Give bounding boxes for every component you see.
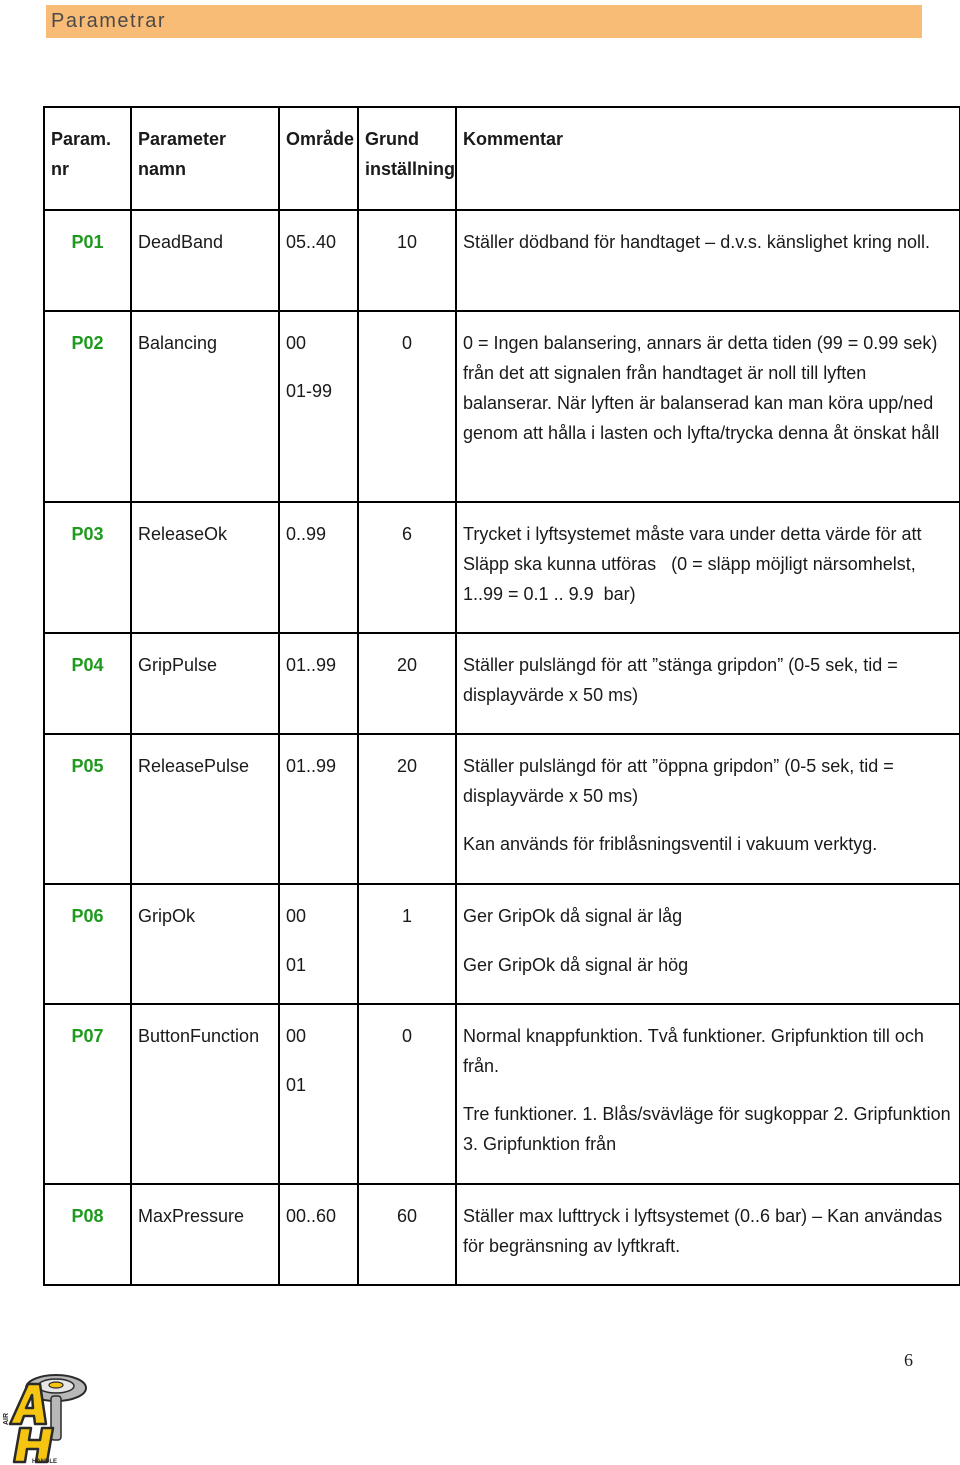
param-default: 1 bbox=[358, 884, 456, 1004]
air-handle-logo bbox=[2, 1368, 94, 1464]
param-range: 01..99 bbox=[279, 633, 358, 734]
table-row bbox=[44, 1184, 960, 1285]
param-name: GripOk bbox=[131, 884, 279, 1004]
header-param-name: Parameter namn bbox=[131, 107, 279, 210]
param-name: Balancing bbox=[131, 311, 279, 502]
param-default: 20 bbox=[358, 734, 456, 884]
param-nr: P02 bbox=[44, 311, 131, 502]
param-comment: Normal knappfunktion. Två funktioner. Gripfunktion till och från. Tre funktioner. 1. Blås/svävläge för sugkoppar 2. Gripfunktion 3. Gripfunktion från bbox=[456, 1004, 960, 1184]
logo-text-handle: HANDLE bbox=[32, 1459, 57, 1464]
param-default: 10 bbox=[358, 210, 456, 311]
param-name: GripPulse bbox=[131, 633, 279, 734]
param-nr: P04 bbox=[44, 633, 131, 734]
param-comment: Ger GripOk då signal är låg Ger GripOk då signal är hög bbox=[456, 884, 960, 1004]
section-title-bar bbox=[46, 5, 922, 38]
table-row bbox=[44, 502, 960, 633]
param-range: 00 01 bbox=[279, 1004, 358, 1184]
param-nr: P07 bbox=[44, 1004, 131, 1184]
param-name: ButtonFunction bbox=[131, 1004, 279, 1184]
header-range: Område bbox=[279, 107, 358, 210]
param-default: 0 bbox=[358, 311, 456, 502]
parameter-table bbox=[43, 106, 960, 1286]
logo-text-air: AIR bbox=[3, 1412, 10, 1425]
param-nr: P05 bbox=[44, 734, 131, 884]
param-name: MaxPressure bbox=[131, 1184, 279, 1285]
param-range: 05..40 bbox=[279, 210, 358, 311]
page-number: 6 bbox=[904, 1350, 913, 1370]
param-range: 00 01-99 bbox=[279, 311, 358, 502]
param-default: 20 bbox=[358, 633, 456, 734]
param-nr: P01 bbox=[44, 210, 131, 311]
table-row bbox=[44, 734, 960, 884]
param-range: 0..99 bbox=[279, 502, 358, 633]
param-default: 60 bbox=[358, 1184, 456, 1285]
param-name: DeadBand bbox=[131, 210, 279, 311]
table-header-row bbox=[44, 107, 960, 210]
param-range: 00 01 bbox=[279, 884, 358, 1004]
header-default: Grund inställning bbox=[358, 107, 456, 210]
param-nr: P06 bbox=[44, 884, 131, 1004]
table-row bbox=[44, 633, 960, 734]
header-comment: Kommentar bbox=[456, 107, 960, 210]
param-comment: Trycket i lyftsystemet måste vara under detta värde för att Släpp ska kunna utföras (0 = släpp möjligt närsomhelst, 1..99 = 0.1 .. 9.9 bar) bbox=[456, 502, 960, 633]
param-name: ReleasePulse bbox=[131, 734, 279, 884]
param-comment: Ställer dödband för handtaget – d.v.s. känslighet kring noll. bbox=[456, 210, 960, 311]
param-nr: P08 bbox=[44, 1184, 131, 1285]
section-title: Parametrar bbox=[51, 10, 167, 32]
param-comment: Ställer max lufttryck i lyftsystemet (0..6 bar) – Kan användas för begränsning av lyftkraft. bbox=[456, 1184, 960, 1285]
param-range: 01..99 bbox=[279, 734, 358, 884]
param-comment: Ställer pulslängd för att ”öppna gripdon” (0-5 sek, tid = displayvärde x 50 ms) Kan används för friblåsningsventil i vakuum verktyg. bbox=[456, 734, 960, 884]
header-param-nr: Param. nr bbox=[44, 107, 131, 210]
param-comment: Ställer pulslängd för att ”stänga gripdon” (0-5 sek, tid = displayvärde x 50 ms) bbox=[456, 633, 960, 734]
table-row bbox=[44, 311, 960, 502]
param-range: 00..60 bbox=[279, 1184, 358, 1285]
param-comment: 0 = Ingen balansering, annars är detta tiden (99 = 0.99 sek) från det att signalen från handtaget är noll till lyften balanserar. När lyften är balanserad kan man köra upp/ned genom att hålla i lasten och lyfta/trycka denna åt önskat håll bbox=[456, 311, 960, 502]
param-name: ReleaseOk bbox=[131, 502, 279, 633]
logo-letter-h bbox=[14, 1428, 53, 1462]
param-default: 0 bbox=[358, 1004, 456, 1184]
table-row bbox=[44, 210, 960, 311]
logo-letter-a bbox=[10, 1384, 46, 1424]
table-row bbox=[44, 884, 960, 1004]
table-row bbox=[44, 1004, 960, 1184]
param-nr: P03 bbox=[44, 502, 131, 633]
param-default: 6 bbox=[358, 502, 456, 633]
